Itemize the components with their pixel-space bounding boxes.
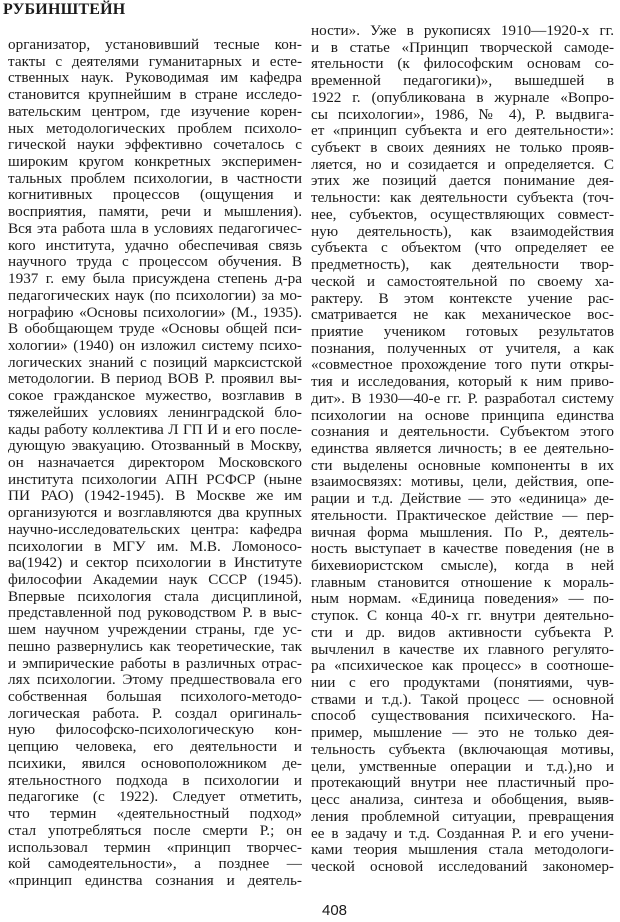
text-line: ческой основой исследований закономер- (311, 857, 614, 875)
text-line: этих же позиций дается понимание дея- (311, 172, 614, 190)
text-line: цели, умственные операции и т.д.),но и (311, 757, 614, 775)
text-line: ками теория мышления стала методологи- (311, 841, 614, 859)
text-line: такты с деятелями гуманитарных и есте- (8, 52, 302, 70)
text-line: ную философско-психологическую кон- (8, 721, 302, 739)
text-line: приятие учеником готовых результатов (311, 322, 614, 340)
text-line: ственных наук. Руководимая им кафедра (8, 69, 302, 87)
text-line: единства является личность; в ее деятельно- (311, 439, 614, 457)
text-line: логических знаний с позиций марксистской (8, 353, 302, 371)
text-line: он назначается директором Московского (8, 453, 302, 471)
running-head: РУБИНШТЕЙН (3, 1, 126, 18)
text-line: педагогических наук (по психологии) за мо- (8, 286, 302, 304)
text-line: кого института, удачно обеспечивая связь (8, 236, 302, 254)
text-line: субъекта с объектом (что определяет ее (311, 239, 614, 257)
text-line: пример, мышление — это не только дея- (311, 724, 614, 742)
text-line: В обобщающем труде «Основы общей пси- (8, 320, 302, 338)
text-line: научного труда с процессом обучения. В (8, 253, 302, 271)
text-line: ляется, но и созидается и определяется. С (311, 155, 614, 173)
text-line: сы психологии», 1986, № 4), Р. выдвига- (311, 105, 614, 123)
text-line: представленной под руководством Р. в выс- (8, 604, 302, 622)
page-number: 408 (322, 902, 348, 919)
text-line: 1937 г. ему была присуждена степень д-ра (8, 270, 302, 288)
text-line: института психологии АПН РСФСР (ныне (8, 470, 302, 488)
text-line: ступок. С конца 40-х гг. внутри деятельно- (311, 607, 614, 625)
text-line: ческой и самостоятельной по своему ха- (311, 272, 614, 290)
text-line: организатор, установивший тесные кон- (8, 36, 302, 53)
text-line: цесс анализа, синтеза и обобщения, выяв- (311, 791, 614, 809)
text-line: ее в задачу и т.д. Созданная Р. и его учени- (311, 824, 614, 842)
text-line: лях психологии. Этому предшествовала его (8, 671, 302, 689)
text-line: широким кругом конкретных эксперимен- (8, 153, 302, 171)
text-line: вичная форма мышления. По Р., деятель- (311, 523, 614, 541)
text-line: дит». В 1930—40-е гг. Р. разработал систему (311, 389, 614, 407)
text-line: тия и исследования, который к ним приво- (311, 373, 614, 391)
text-line: Вся эта работа шла в условиях педагогичес- (8, 219, 302, 237)
text-line: «совместное прохождение того пути откры- (311, 356, 614, 374)
text-line: ра «психическое как процесс» в соотноше- (311, 657, 614, 675)
text-line: становится крупнейшим в стране исследо- (8, 86, 302, 104)
text-column-left (8, 37, 302, 890)
text-line: ПИ РАО) (1942-1945). В Москве же им (8, 487, 302, 505)
text-line: научно-исследовательских центра: кафедра (8, 520, 302, 538)
text-line: сти и др. видов активности субъекта Р. (311, 623, 614, 641)
text-line: тяжелейших условиях ленинградской бло- (8, 403, 302, 421)
text-line: гической науки эффективно сочеталось с (8, 136, 302, 154)
text-line: сознания и деятельности. Субъектом этого (311, 423, 614, 441)
text-line: тельности: как деятельности субъекта (точ- (311, 189, 614, 207)
text-line: дующую эвакуацию. Отозванный в Москву, (8, 437, 302, 455)
text-line: вательским центром, где изучение корен- (8, 102, 302, 120)
text-line: рации и т.д. Действие — это «единица» де- (311, 490, 614, 508)
text-line: стал употребляться после смерти Р.; он (8, 821, 302, 839)
text-line: сти выделены основные компоненты в их (311, 456, 614, 474)
text-line: тельность субъекта (включающая мотивы, (311, 740, 614, 758)
text-line: использовал термин «принцип творчес- (8, 838, 302, 856)
text-line: цепцию человека, его деятельности и (8, 738, 302, 756)
text-line: кой самодеятельности», а позднее — (8, 855, 302, 873)
text-line: ных методологических проблем психоло- (8, 119, 302, 137)
text-line: взаимосвязях: мотивы, цели, действия, опе- (311, 473, 614, 491)
text-line: организуются и возглавляются два крупных (8, 504, 302, 522)
text-line: нии с его продуктами (понятиями, чув- (311, 674, 614, 692)
text-line: рактеру. В этом контексте учение рас- (311, 289, 614, 307)
text-line: ность выступает в качестве поведения (не в (311, 540, 614, 558)
text-line: когнитивных процессов (ощущения и (8, 186, 302, 204)
text-column-right (311, 23, 614, 876)
text-line: ным нормам. «Единица поведения» — по- (311, 590, 614, 608)
text-line: ности». Уже в рукописях 1910—1920-х гг. (311, 22, 614, 39)
text-line: бихевиористском смысле), когда в ней (311, 557, 614, 574)
text-line: сокое гражданское мужество, возглавив в (8, 387, 302, 405)
text-line: субъект в своих деяниях не только прояв- (311, 139, 614, 157)
text-line: хологии» (1940) он изложил систему психо- (8, 336, 302, 354)
text-line: 1922 г. (опубликована в журнале «Вопро- (311, 88, 614, 106)
text-line: ва(1942) и сектор психологии в Институте (8, 554, 302, 572)
text-line: психики, явился основоположником де- (8, 754, 302, 772)
text-line: собственная большая психолого-методо- (8, 688, 302, 706)
text-line: и в статье «Принцип творческой самоде- (311, 38, 614, 56)
text-line: ятельности (к философским основам со- (311, 55, 614, 73)
text-line: психологии в МГУ им. М.В. Ломоносо- (8, 537, 302, 555)
text-line: протекающий внутри нее пластичный про- (311, 774, 614, 792)
text-line: предметность), как деятельности твор- (311, 256, 614, 274)
text-line: сматривается не как механическое вос- (311, 306, 614, 324)
text-line: педагогике (с 1922). Следует отметить, (8, 788, 302, 806)
text-line: философии Академии наук СССР (1945). (8, 571, 302, 588)
text-line: ятельности. Практическое действие — пер- (311, 506, 614, 524)
text-line: и эмпирические работы в различных отрас- (8, 654, 302, 672)
text-line: ятельностного подхода в психологии и (8, 771, 302, 789)
text-line: нее, субъектов, осуществляющих совмест- (311, 205, 614, 223)
text-line: ную деятельность), как взаимодействия (311, 222, 614, 240)
text-line: пешно развернулись как теоретические, так (8, 637, 302, 655)
text-line: методологии. В период ВОВ Р. проявил вы- (8, 370, 302, 388)
text-line: кады работу коллектива Л ГП И и его после- (8, 420, 302, 438)
text-line: вычленил в качестве их главного регулято- (311, 640, 614, 658)
text-line: что термин «деятельностный подход» (8, 805, 302, 823)
text-line: «принцип единства сознания и деятель- (8, 871, 302, 889)
text-line: восприятия, памяти, речи и мышления). (8, 203, 302, 221)
text-line: психологии на основе принципа единства (311, 406, 614, 424)
text-line: нографию «Основы психологии» (М., 1935). (8, 303, 302, 321)
text-line: способ существования психического. На- (311, 707, 614, 725)
text-line: ет «принцип субъекта и его деятельности»: (311, 122, 614, 140)
text-line: тальных проблем психологии, в частности (8, 169, 302, 187)
text-line: главным становится отношение к мораль- (311, 573, 614, 591)
text-line: логическая работа. Р. создал оригиналь- (8, 704, 302, 722)
text-line: познания, полученных от учителя, а как (311, 339, 614, 357)
text-line: ления проблемной ситуации, превращения (311, 807, 614, 825)
text-line: временной педагогики)», вышедшей в (311, 72, 614, 90)
text-line: ствами и т.д.). Такой процесс — основной (311, 690, 614, 708)
text-line: Впервые психология стала дисциплиной, (8, 587, 302, 605)
text-line: шем научном учреждении страны, где ус- (8, 621, 302, 639)
